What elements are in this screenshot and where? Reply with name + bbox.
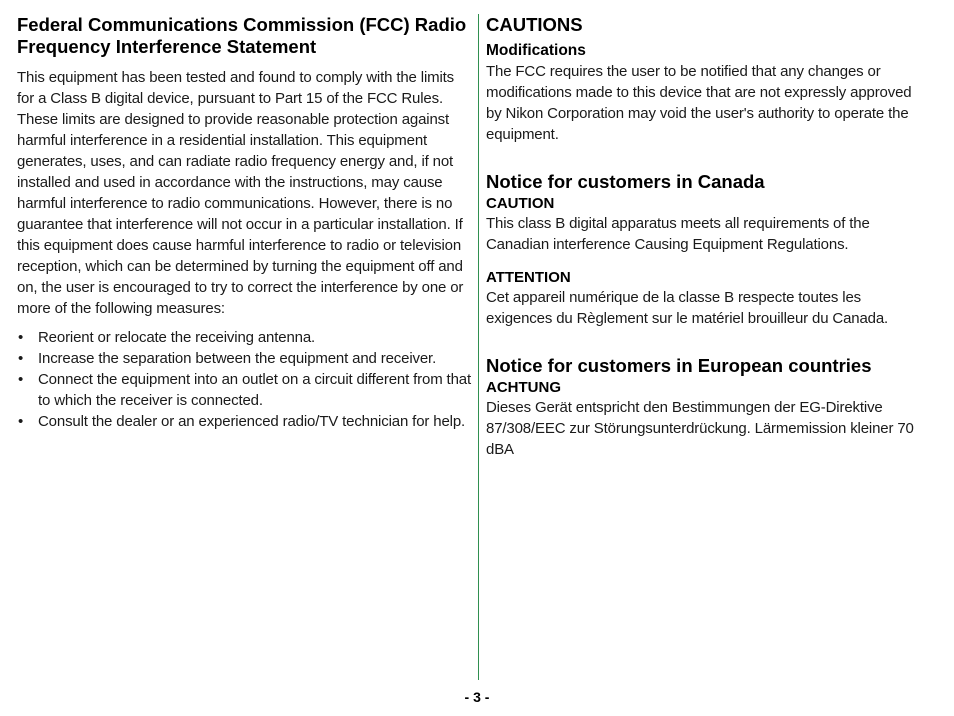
europe-notice-title: Notice for customers in European countries [486, 355, 872, 376]
column-divider [478, 14, 479, 680]
europe-achtung-text: Dieses Gerät entspricht den Bestimmungen der EG-Direktive 87/308/EEC zur Störungsunterdrückung. Lärmemission kleiner 70 dBA [486, 399, 914, 458]
list-item [17, 411, 471, 432]
list-item-text: Connect the equipment into an outlet on a circuit different from that to which the receiver is connected. [38, 371, 471, 409]
fcc-statement-body: This equipment has been tested and found to comply with the limits for a Class B digital device, pursuant to Part 15 of the FCC Rules. These limits are designed to provide reasonable protection against harmful interference in a residential installation. This equipment generates, uses, and can radiate radio frequency energy and, if not installed and used in accordance with the instructions, may cause harmful interference to radio communications. However, there is no guarantee that interference will not occur in a particular installation. If this equipment does cause harmful interference to radio or television reception, which can be determined by turning the equipment off and on, the user is encouraged to try to correct the interference by one or more of the following measures: [17, 69, 464, 317]
canada-attention-text: Cet appareil numérique de la classe B respecte toutes les exigences du Règlement sur le matériel brouilleur du Canada. [486, 289, 889, 327]
interference-measures-list [17, 327, 471, 432]
cautions-title: CAUTIONS [486, 14, 583, 35]
bullet-icon: • [18, 371, 24, 388]
fcc-statement-section [17, 14, 471, 432]
fcc-statement-title: Federal Communications Commission (FCC) Radio Frequency Interference Statement [17, 14, 467, 57]
list-item-text: Consult the dealer or an experienced radio/TV technician for help. [38, 413, 466, 430]
canada-caution-text: This class B digital apparatus meets all requirements of the Canadian interference Causing Equipment Regulations. [486, 215, 870, 253]
europe-achtung-heading: ACHTUNG [486, 379, 561, 396]
canada-attention-heading: ATTENTION [486, 269, 571, 286]
bullet-icon: • [18, 350, 24, 367]
list-item-text: Reorient or relocate the receiving antenna. [38, 329, 316, 346]
list-item [17, 348, 471, 369]
list-item-text: Increase the separation between the equipment and receiver. [38, 350, 437, 367]
canada-caution-heading: CAUTION [486, 195, 555, 212]
modifications-heading: Modifications [486, 42, 586, 59]
list-item [17, 327, 471, 348]
notices-section [486, 14, 931, 460]
bullet-icon: • [18, 413, 24, 430]
bullet-icon: • [18, 329, 24, 346]
canada-notice-title: Notice for customers in Canada [486, 171, 765, 192]
page-number: - 3 - [464, 689, 490, 705]
list-item [17, 369, 471, 411]
modifications-text: The FCC requires the user to be notified that any changes or modifications made to this device that are not expressly approved by Nikon Corporation may void the user's authority to operate the equipment. [486, 63, 912, 143]
